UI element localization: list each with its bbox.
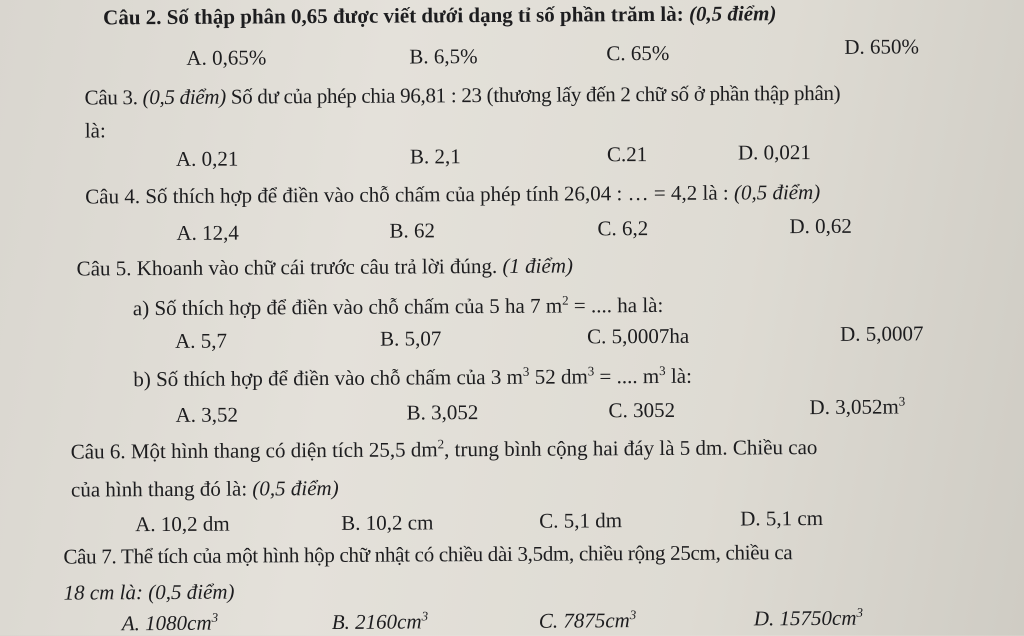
- q5b-text: b) Số thích hợp để điền vào chỗ chấm của 3 m: [133, 364, 523, 392]
- q4-option-a: A. 12,4: [176, 220, 239, 245]
- q3-option-a: A. 0,21: [175, 146, 239, 171]
- question-7-cont: [64, 580, 235, 605]
- question-3-points: (0,5 điểm): [142, 84, 226, 110]
- q7-option-d: [754, 606, 863, 631]
- q5a-option-d: D. 5,0007: [839, 321, 924, 346]
- q3-option-c: C.21: [606, 142, 648, 167]
- q2-option-c: C. 65%: [606, 40, 670, 66]
- question-6-text: Câu 6. Một hình thang có diện tích 25,5 dm: [70, 437, 438, 464]
- q6-option-b: B. 10,2 cm: [341, 510, 434, 535]
- q3-option-d: D. 0,021: [737, 140, 811, 165]
- q7-option-d-exp: 3: [856, 604, 863, 620]
- q6-option-c: C. 5,1 dm: [539, 508, 623, 533]
- question-3-text: Số dư của phép chia 96,81 : 23 (thương lấy đến 2 chữ số ở phần thập phân): [230, 80, 841, 109]
- question-5-points: (1 điểm): [502, 253, 574, 278]
- q5a-option-a: A. 5,7: [175, 328, 228, 353]
- question-6-tail: , trung bình cộng hai đáy là 5 dm. Chiều cao: [444, 435, 818, 462]
- q4-option-b: B. 62: [389, 218, 436, 243]
- question-4-points: (0,5 điểm): [733, 179, 821, 205]
- q5b-exp-1: 3: [522, 363, 530, 379]
- question-7-text2: 18 cm là:: [63, 580, 144, 605]
- q7-option-c: [539, 608, 637, 633]
- question-4-text: Câu 4. Số thích hợp để điền vào chỗ chấm của phép tính 26,04 : … = 4,2 là :: [85, 180, 729, 209]
- question-2-text: Câu 2. Số thập phân 0,65 được viết dưới dạng tỉ số phần trăm là:: [103, 1, 684, 30]
- q5b-option-d: [809, 394, 905, 419]
- q7-option-b: [332, 609, 428, 634]
- question-5b: [133, 364, 692, 391]
- q5a-text: a) Số thích hợp để điền vào chỗ chấm của 5 ha 7 m: [132, 293, 563, 321]
- q6-exponent: 2: [437, 436, 445, 452]
- question-2-points: (0,5 điểm): [688, 1, 777, 26]
- q5b-option-d-text: D. 3,052m: [809, 394, 899, 420]
- q7-option-a-text: A. 1080cm: [121, 610, 212, 636]
- q5b-mid: 52 dm: [529, 364, 588, 389]
- question-4: [85, 180, 820, 208]
- q5b-option-b: B. 3,052: [406, 400, 479, 425]
- question-7: Câu 7. Thể tích của một hình hộp chữ nhật có chiều dài 3,5dm, chiều rộng 25cm, chiều ca: [63, 540, 793, 569]
- q7-option-c-exp: 3: [629, 607, 637, 623]
- q5a-option-c: C. 5,0007ha: [586, 323, 690, 349]
- question-5a: [133, 293, 664, 320]
- q4-option-d: D. 0,62: [789, 213, 852, 239]
- question-6-cont: [71, 476, 339, 502]
- q5b-option-d-exp: 3: [898, 393, 906, 409]
- q6-option-a: A. 10,2 dm: [135, 511, 230, 537]
- q7-option-a: [122, 611, 218, 636]
- q2-option-d: D. 650%: [844, 34, 920, 59]
- q5b-exp-3: 3: [659, 362, 666, 378]
- q6-option-d: D. 5,1 cm: [740, 505, 824, 531]
- q7-option-d-text: D. 15750cm: [753, 605, 857, 631]
- question-3: [85, 81, 841, 110]
- q7-option-b-exp: 3: [421, 608, 429, 624]
- question-2: [103, 1, 776, 29]
- q5b-tail: là:: [665, 363, 693, 388]
- q5a-tail: = .... ha là:: [568, 292, 664, 318]
- q2-option-a: A. 0,65%: [186, 45, 267, 70]
- q5b-mid2: = .... m: [594, 363, 660, 389]
- question-5: [77, 254, 573, 281]
- q3-option-b: B. 2,1: [409, 144, 461, 169]
- q5a-exponent: 2: [562, 292, 569, 308]
- q5b-exp-2: 3: [587, 363, 595, 379]
- q7-option-c-text: C. 7875cm: [538, 608, 630, 633]
- question-5-text: Câu 5. Khoanh vào chữ cái trước câu trả lời đúng.: [76, 253, 498, 281]
- question-7-points: (0,5 điểm): [148, 579, 235, 605]
- q7-option-b-text: B. 2160cm: [331, 609, 422, 634]
- question-3-lead: Câu 3.: [84, 85, 138, 110]
- q7-option-a-exp: 3: [211, 609, 219, 625]
- q5b-option-c: C. 3052: [608, 397, 676, 423]
- question-6: [71, 435, 818, 464]
- question-3-cont: là:: [84, 118, 106, 143]
- q4-option-c: C. 6,2: [597, 216, 649, 241]
- q2-option-b: B. 6,5%: [409, 44, 478, 69]
- q5a-option-b: B. 5,07: [380, 326, 442, 351]
- question-6-points: (0,5 điểm): [252, 475, 339, 501]
- question-6-text2: của hình thang đó là:: [70, 476, 248, 502]
- q5b-option-a: A. 3,52: [175, 402, 239, 427]
